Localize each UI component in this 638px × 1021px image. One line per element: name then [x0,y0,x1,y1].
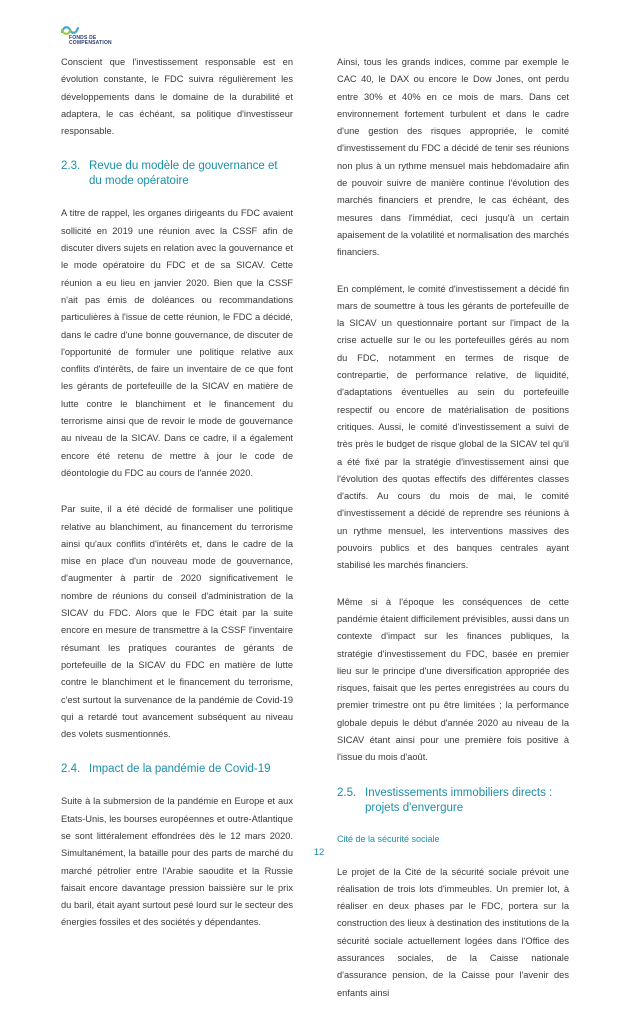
paragraph: Même si à l'époque les conséquences de cette pandémie étaient difficilement prévisibles, aussi dans un contexte d'impact sur les finances publiques, la stratégie d'investissement du FDC, basée en premier lieu sur le principe d'une diversification appropriée des risques, faisait que les pertes enregistrées au cours du premier trimestre ont pu être limitées ; la performance globale depuis le début d'année 2020 au niveau de la SICAV étant ainsi pour une première fois positive à l'issue du mois d'août. [337,596,569,763]
section-number: 2.4. [61,763,81,776]
subheading: Cité de la sécurité sociale [337,833,440,844]
fdc-logo [60,24,112,46]
logo-text: FONDS DE COMPENSATION [69,35,112,46]
paragraph: A titre de rappel, les organes dirigeants du FDC avaient sollicité en 2019 une réunion avec la CSSF afin de discuter divers sujets en relation avec la gouvernance et le mode opératoire du FDC et de sa SICAV. Cette réunion a eu lieu en janvier 2020. Bien que la CSSF n'ait pas émis de doléances ou recommandations particulières à l'issue de cette réunion, le FDC a décidé, dans le cadre d'une bonne gouvernance, de discuter de l'opportunité de formuler une politique relative aux conflits d'intérêts, de faire un inventaire de ce que font les gérants de portefeuille de la SICAV en matière de lutte contre le blanchiment et le financement du terrorisme ainsi que de revoir le mode de gouvernance au niveau de la SICAV. Dans ce cadre, il a également encore été retenu de mettre à jour le code de déontologie du FDC au cours de l'année 2020. [61,208,293,478]
page-number: 12 [313,847,325,858]
section-heading-2-4 [61,762,293,777]
paragraph: Le projet de la Cité de la sécurité sociale prévoit une réalisation de trois lots d'immeubles. Un premier lot, à réaliser en deux phases par le FDC, portera sur la construction des lieux à destination des institutions de la sécurité sociale actuellement logées dans l'Office des assurances sociales, de la Caisse nationale d'assurance pension, de la Caisse pour l'avenir des enfants ainsi [337,866,569,998]
paragraph: En complément, le comité d'investissement a décidé fin mars de soumettre à tous les gérants de portefeuille de la SICAV un questionnaire portant sur l'impact de la crise actuelle sur le ou les portefeuilles gérés au nom du FDC, notamment en termes de risque de contrepartie, de performance relative, de liquidité, d'adaptations éventuelles au sein du portefeuille respectif ou encore de matérialisation de positions critiques. Aussi, le comité d'investissement a suivi de très près le budget de risque global de la SICAV tel qu'il a été fixé par la stratégie d'investissement ainsi que l'évolution des quotas effectifs des différentes classes d'actifs. Au cours du mois de mai, le comité d'investissement a décidé de reprendre ses réunions à un rythme mensuel, les interventions massives des pouvoirs publics et des banques centrales ayant stabilisé les marchés financiers. [337,283,569,571]
section-number: 2.3. [61,160,81,173]
section-heading-2-3 [61,159,293,189]
paragraph: Conscient que l'investissement responsable est en évolution constante, le FDC suivra régulièrement les développements dans le domaine de la durabilité et adaptera, le cas échéant, sa politique d'investisseur responsable. [61,57,293,137]
left-column [61,54,293,951]
paragraph: Ainsi, tous les grands indices, comme par exemple le CAC 40, le DAX ou encore le Dow Jones, ont perdu entre 30% et 40% en ce mois de mars. Dans cet environnement fortement turbulent et dans le cadre d'une gestion des risques appropriée, le comité d'investissement du FDC a décidé de tenir ses réunions non plus à un rythme mensuel mais hebdomadaire afin de pouvoir suivre de manière continue l'évolution des marchés financiers et prendre, le cas échéant, des mesures dans l'immédiat, ceci jusqu'à un certain apaisement de la volatilité et normalisation des marchés financiers. [337,57,569,258]
section-title: Investissements immobiliers directs : projets d'envergure [365,786,553,814]
section-title: Revue du modèle de gouvernance et du mode opératoire [89,160,278,188]
paragraph: Suite à la submersion de la pandémie en Europe et aux Etats-Unis, les bourses européennes et outre-Atlantique se sont littéralement effondrées dès le 12 mars 2020. Simultanément, la bataille pour des parts de marché du marché pétrolier entre l'Arabie saoudite et la Russie faisait encore davantage pression baissière sur le prix du baril, était ayant surtout pesé lourd sur le secteur des énergies fossiles et des sociétés y dépendantes. [61,796,293,928]
section-number: 2.5. [337,786,357,799]
paragraph: Par suite, il a été décidé de formaliser une politique relative au blanchiment, au financement du terrorisme ainsi qu'aux conflits d'intérêts et, dans le cadre de la mise en place d'un nouveau mode de gouvernance, d'augmenter à partir de 2020 significativement le nombre de réunions du conseil d'administration de la SICAV du FDC. Alors que le FDC était par la suite encore en mesure de transmettre à la CSSF l'inventaire résumant les pratiques courantes de gérants de portefeuille de la SICAV du FDC en matière de lutte contre le blanchiment et le financement du terrorisme, c'est surtout la survenance de la pandémie de Covid-19 qui a retardé tout avancement subséquent au niveau des volets susmentionnés. [61,504,293,740]
section-heading-2-5 [337,786,569,816]
right-column [337,54,569,1021]
section-title: Impact de la pandémie de Covid-19 [89,763,271,776]
